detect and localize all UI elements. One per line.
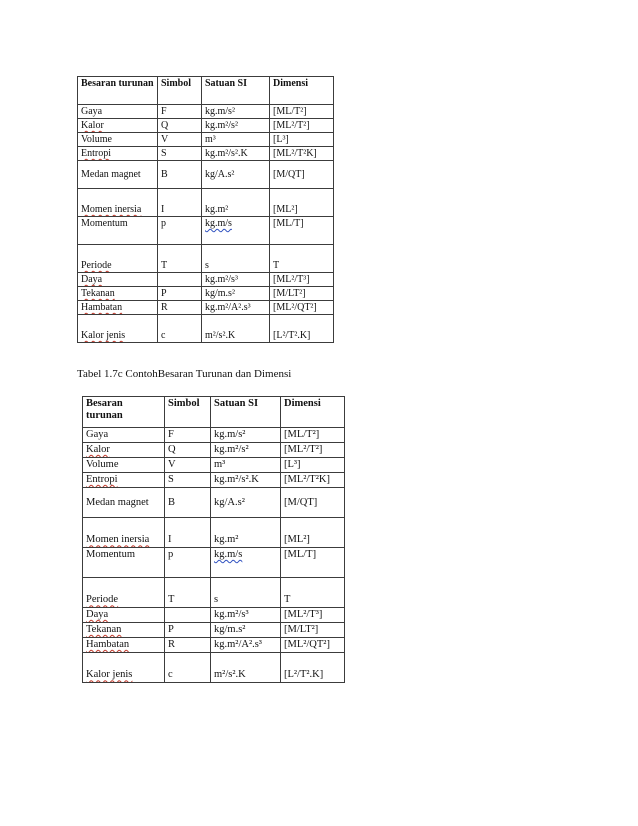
cell-simbol: p [158,217,202,245]
cell-simbol [165,608,211,623]
table-row [83,608,345,623]
table-row [83,638,345,653]
cell-dimensi: [M/LT²] [281,623,345,638]
cell-simbol: c [158,315,202,343]
derived-quantities-table-1 [77,76,334,343]
cell-simbol: B [158,161,202,189]
table-row [78,105,334,119]
table-caption: Tabel 1.7c ContohBesaran Turunan dan Dimensi [77,368,292,380]
cell-satuan: kg.m²/s².K [211,473,281,488]
cell-dimensi: [ML²] [270,189,334,217]
table-row [78,287,334,301]
cell-satuan: s [211,578,281,608]
cell-simbol: S [158,147,202,161]
cell-satuan: kg.m² [202,189,270,217]
cell-dimensi: [L³] [281,458,345,473]
cell-dimensi: [M/QT] [270,161,334,189]
header-besaran: Besaran turunan [83,397,165,428]
header-simbol: Simbol [165,397,211,428]
cell-simbol: I [158,189,202,217]
cell-satuan: m²/s².K [211,653,281,683]
cell-simbol: p [165,548,211,578]
header-dimensi: Dimensi [281,397,345,428]
header-row [78,77,334,105]
cell-dimensi: T [281,578,345,608]
cell-besaran: Volume [83,458,165,473]
cell-dimensi: [ML²/T²K] [281,473,345,488]
table-row [78,161,334,189]
cell-simbol [158,273,202,287]
cell-besaran: Gaya [78,105,158,119]
cell-dimensi: [ML²/T³] [270,273,334,287]
cell-satuan: kg/m.s² [211,623,281,638]
cell-dimensi: [ML²/QT²] [270,301,334,315]
cell-satuan: kg.m² [211,518,281,548]
cell-dimensi: [M/QT] [281,488,345,518]
cell-satuan: m³ [211,458,281,473]
cell-simbol: P [158,287,202,301]
table-row [78,133,334,147]
table-row [78,147,334,161]
cell-besaran: Entropi [78,147,158,161]
cell-besaran: Tekanan [78,287,158,301]
cell-besaran: Momentum [78,217,158,245]
cell-dimensi: [L²/T².K] [281,653,345,683]
cell-besaran: Periode [83,578,165,608]
cell-simbol: Q [165,443,211,458]
cell-simbol: Q [158,119,202,133]
cell-satuan: s [202,245,270,273]
table-row [83,443,345,458]
cell-besaran: Volume [78,133,158,147]
cell-besaran: Medan magnet [78,161,158,189]
cell-besaran: Hambatan [83,638,165,653]
header-besaran: Besaran turunan [78,77,158,105]
cell-satuan: m²/s².K [202,315,270,343]
table-row [83,488,345,518]
cell-besaran: Kalor [83,443,165,458]
cell-dimensi: [ML/T] [281,548,345,578]
cell-satuan: kg.m²/s².K [202,147,270,161]
cell-dimensi: [M/LT²] [270,287,334,301]
cell-simbol: R [158,301,202,315]
cell-besaran: Kalor jenis [83,653,165,683]
cell-besaran: Momentum [83,548,165,578]
cell-besaran: Kalor [78,119,158,133]
cell-dimensi: [ML²/QT²] [281,638,345,653]
cell-simbol: F [165,428,211,443]
derived-quantities-table-2 [82,396,345,683]
cell-simbol: V [158,133,202,147]
table-row [83,458,345,473]
cell-dimensi: [L³] [270,133,334,147]
cell-satuan: kg.m/s² [211,428,281,443]
table-row [83,548,345,578]
table-row [78,315,334,343]
cell-besaran: Tekanan [83,623,165,638]
cell-dimensi: [ML/T²] [281,428,345,443]
cell-simbol: I [165,518,211,548]
table-row [78,217,334,245]
table-row [78,245,334,273]
cell-satuan: kg.m/s [202,217,270,245]
header-row [83,397,345,428]
cell-simbol: P [165,623,211,638]
cell-dimensi: [ML/T] [270,217,334,245]
cell-satuan: kg.m²/A².s³ [202,301,270,315]
table-row [83,623,345,638]
cell-dimensi: [ML²/T²] [270,119,334,133]
cell-simbol: F [158,105,202,119]
cell-besaran: Medan magnet [83,488,165,518]
table-row [83,578,345,608]
table-row [83,428,345,443]
cell-simbol: S [165,473,211,488]
cell-satuan: m³ [202,133,270,147]
table-row [83,473,345,488]
cell-simbol: T [165,578,211,608]
cell-dimensi: [ML²/T²K] [270,147,334,161]
cell-simbol: B [165,488,211,518]
cell-satuan: kg.m²/s² [211,443,281,458]
header-satuan: Satuan SI [202,77,270,105]
cell-satuan: kg.m/s [211,548,281,578]
cell-besaran: Entropi [83,473,165,488]
cell-besaran: Periode [78,245,158,273]
cell-satuan: kg.m²/s² [202,119,270,133]
table-row [83,653,345,683]
header-satuan: Satuan SI [211,397,281,428]
header-dimensi: Dimensi [270,77,334,105]
cell-besaran: Momen inersia [78,189,158,217]
cell-satuan: kg.m/s² [202,105,270,119]
cell-besaran: Momen inersia [83,518,165,548]
cell-dimensi: T [270,245,334,273]
cell-satuan: kg/A.s² [202,161,270,189]
cell-besaran: Gaya [83,428,165,443]
cell-satuan: kg.m²/s³ [211,608,281,623]
cell-dimensi: [ML²] [281,518,345,548]
cell-simbol: V [165,458,211,473]
table-row [78,301,334,315]
cell-dimensi: [ML²/T²] [281,443,345,458]
cell-besaran: Hambatan [78,301,158,315]
cell-besaran: Kalor jenis [78,315,158,343]
cell-dimensi: [ML/T²] [270,105,334,119]
cell-simbol: R [165,638,211,653]
cell-dimensi: [ML²/T³] [281,608,345,623]
cell-simbol: c [165,653,211,683]
cell-satuan: kg.m²/A².s³ [211,638,281,653]
cell-satuan: kg/m.s² [202,287,270,301]
table-row [78,119,334,133]
cell-besaran: Daya [83,608,165,623]
header-simbol: Simbol [158,77,202,105]
cell-besaran: Daya [78,273,158,287]
table-row [78,189,334,217]
table-row [83,518,345,548]
cell-dimensi: [L²/T².K] [270,315,334,343]
cell-satuan: kg.m²/s³ [202,273,270,287]
cell-simbol: T [158,245,202,273]
cell-satuan: kg/A.s² [211,488,281,518]
table-row [78,273,334,287]
